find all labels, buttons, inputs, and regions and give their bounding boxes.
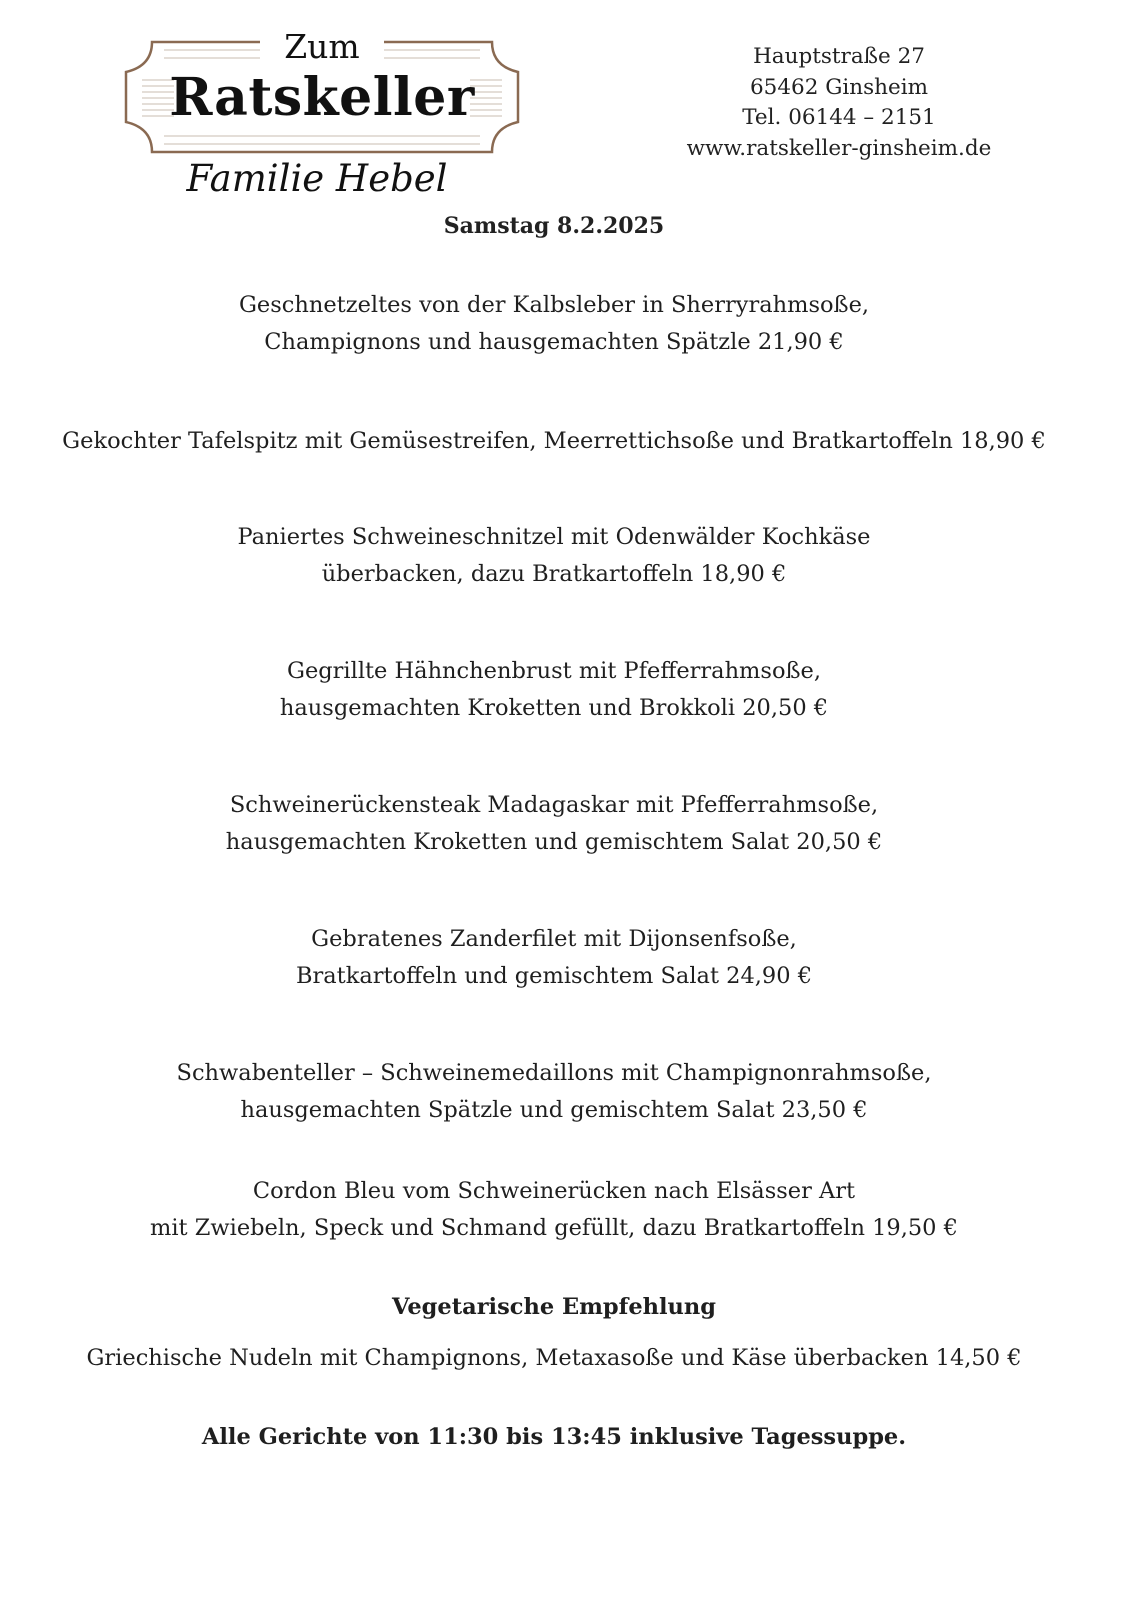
dish-line: Griechische Nudeln mit Champignons, Metaxasoße und Käse überbacken 14,50 € — [86, 1345, 1022, 1371]
dish-line: hausgemachten Kroketten und Brokkoli 20,50 € — [279, 695, 829, 721]
address-city: 65462 Ginsheim — [750, 74, 928, 100]
dish-line: Gegrillte Hähnchenbrust mit Pfefferrahmsoße, — [286, 658, 821, 684]
dish-item — [0, 423, 1108, 460]
dish-line: Paniertes Schweineschnitzel mit Odenwälder Kochkäse — [237, 524, 871, 550]
logo-name: Ratskeller — [169, 67, 475, 128]
dish-item — [0, 653, 1108, 727]
dish-line: mit Zwiebeln, Speck und Schmand gefüllt, dazu Bratkartoffeln 19,50 € — [150, 1215, 958, 1241]
dish-line: hausgemachten Spätzle und gemischtem Salat 23,50 € — [240, 1097, 868, 1123]
dish-line: Champignons und hausgemachten Spätzle 21,90 € — [264, 329, 844, 355]
dish-line: Geschnetzeltes von der Kalbsleber in Sherryrahmsoße, — [238, 292, 870, 318]
logo-top-word: Zum — [284, 27, 360, 66]
serving-hours-note: Alle Gerichte von 11:30 bis 13:45 inklusive Tagessuppe. — [201, 1424, 907, 1450]
address-phone: Tel. 06144 – 2151 — [742, 105, 936, 130]
dish-line: Gebratenes Zanderfilet mit Dijonsenfsoße, — [311, 926, 797, 952]
logo-family-signature: Familie Hebel — [186, 157, 448, 200]
dish-item — [0, 921, 1108, 995]
address-website: www.ratskeller-ginsheim.de — [686, 135, 992, 161]
address-street: Hauptstraße 27 — [753, 44, 925, 69]
dish-item — [0, 1055, 1108, 1129]
dish-line: hausgemachten Kroketten und gemischtem Salat 20,50 € — [225, 829, 883, 855]
dish-item — [0, 787, 1108, 861]
dish-item — [0, 519, 1108, 593]
dish-item — [0, 1173, 1108, 1247]
vegetarian-dish — [0, 1340, 1108, 1377]
dish-line: Bratkartoffeln und gemischtem Salat 24,90 € — [295, 963, 813, 989]
address-block — [659, 42, 1019, 164]
dish-line: Schwabenteller – Schweinemedaillons mit Champignonrahmsoße, — [176, 1060, 932, 1086]
vegetarian-heading: Vegetarische Empfehlung — [391, 1294, 717, 1320]
restaurant-logo — [112, 22, 532, 204]
dish-line: überbacken, dazu Bratkartoffeln 18,90 € — [321, 561, 787, 587]
dish-line: Gekochter Tafelspitz mit Gemüsestreifen, Meerrettichsoße und Bratkartoffeln 18,90 € — [62, 428, 1046, 454]
dish-line: Schweinerückensteak Madagaskar mit Pfefferrahmsoße, — [229, 792, 879, 818]
menu-date: Samstag 8.2.2025 — [443, 213, 665, 239]
dish-line: Cordon Bleu vom Schweinerücken nach Elsässer Art — [252, 1178, 856, 1204]
dish-item — [0, 287, 1108, 361]
